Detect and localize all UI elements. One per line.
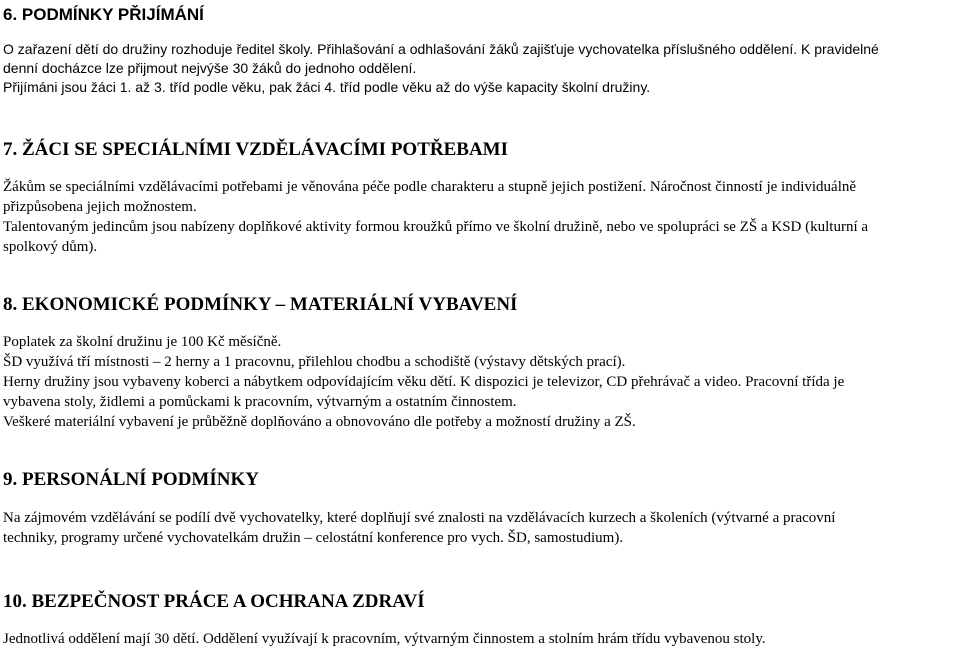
section-10-line-1: Jednotlivá oddělení mají 30 dětí. Oddělení využívají k pracovním, výtvarným činnostem a stolním hrám třídu vybavenou stoly.: [3, 631, 766, 647]
section-6-line-2: denní docházce lze přijmout nejvýše 30 žáků do jednoho oddělení.: [3, 60, 417, 76]
section-7-line-4: spolkový dům).: [3, 239, 98, 255]
section-7-text: [3, 177, 868, 257]
section-8-line-5: Veškeré materiální vybavení je průběžně doplňováno a obnovováno dle potřeby a možností družiny a ZŠ.: [3, 414, 636, 430]
section-8-line-2: ŠD využívá tří místnosti – 2 herny a 1 pracovnu, přilehlou chodbu a schodiště (výstavy dětských prací).: [3, 354, 626, 370]
section-10-heading: 10. BEZPEČNOST PRÁCE A OCHRANA ZDRAVÍ: [3, 591, 425, 612]
section-9-line-2: techniky, programy určené vychovatelkám družin – celostátní konference pro vych. ŠD, samostudium).: [3, 530, 624, 546]
section-6-line-3: Přijímáni jsou žáci 1. až 3. tříd podle věku, pak žáci 4. tříd podle věku až do výše kapacity školní družiny.: [3, 79, 651, 95]
section-7-line-2: přizpůsobena jejich možnostem.: [3, 199, 197, 215]
section-6-line-1: O zařazení dětí do družiny rozhoduje ředitel školy. Přihlašování a odhlašování žáků zajišťuje vychovatelka příslušného oddělení. K pravidelné: [3, 41, 879, 57]
section-8-line-3: Herny družiny jsou vybaveny koberci a nábytkem odpovídajícím věku dětí. K dispozici je televizor, CD přehrávač a video. Pracovní třída je: [3, 374, 845, 390]
section-7-line-3: Talentovaným jedincům jsou nabízeny doplňkové aktivity formou kroužků přímo ve školní družině, nebo ve spolupráci se ZŠ a KSD (kulturní a: [3, 219, 869, 235]
section-8-text: [3, 332, 844, 432]
section-8-line-4: vybavena stoly, židlemi a pomůckami k pracovním, výtvarným a ostatním činnostem.: [3, 394, 517, 410]
section-8-heading: 8. EKONOMICKÉ PODMÍNKY – MATERIÁLNÍ VYBAVENÍ: [3, 294, 518, 315]
section-9-text: [3, 508, 835, 548]
section-6-text: [3, 40, 879, 97]
section-9-heading: 9. PERSONÁLNÍ PODMÍNKY: [3, 469, 259, 490]
section-7-line-1: Žákům se speciálními vzdělávacími potřebami je věnována péče podle charakteru a stupně jejich postižení. Náročnost činností je individuálně: [3, 179, 857, 195]
section-6-heading: 6. PODMÍNKY PŘIJÍMÁNÍ: [3, 5, 204, 24]
section-8-line-1: Poplatek za školní družinu je 100 Kč měsíčně.: [3, 334, 282, 350]
section-7-heading: 7. ŽÁCI SE SPECIÁLNÍMI VZDĚLÁVACÍMI POTŘEBAMI: [3, 139, 508, 160]
section-10-text: [3, 629, 766, 649]
section-9-line-1: Na zájmovém vzdělávání se podílí dvě vychovatelky, které doplňují své znalosti na vzdělávacích kurzech a školeních (výtvarné a pracovní: [3, 510, 836, 526]
